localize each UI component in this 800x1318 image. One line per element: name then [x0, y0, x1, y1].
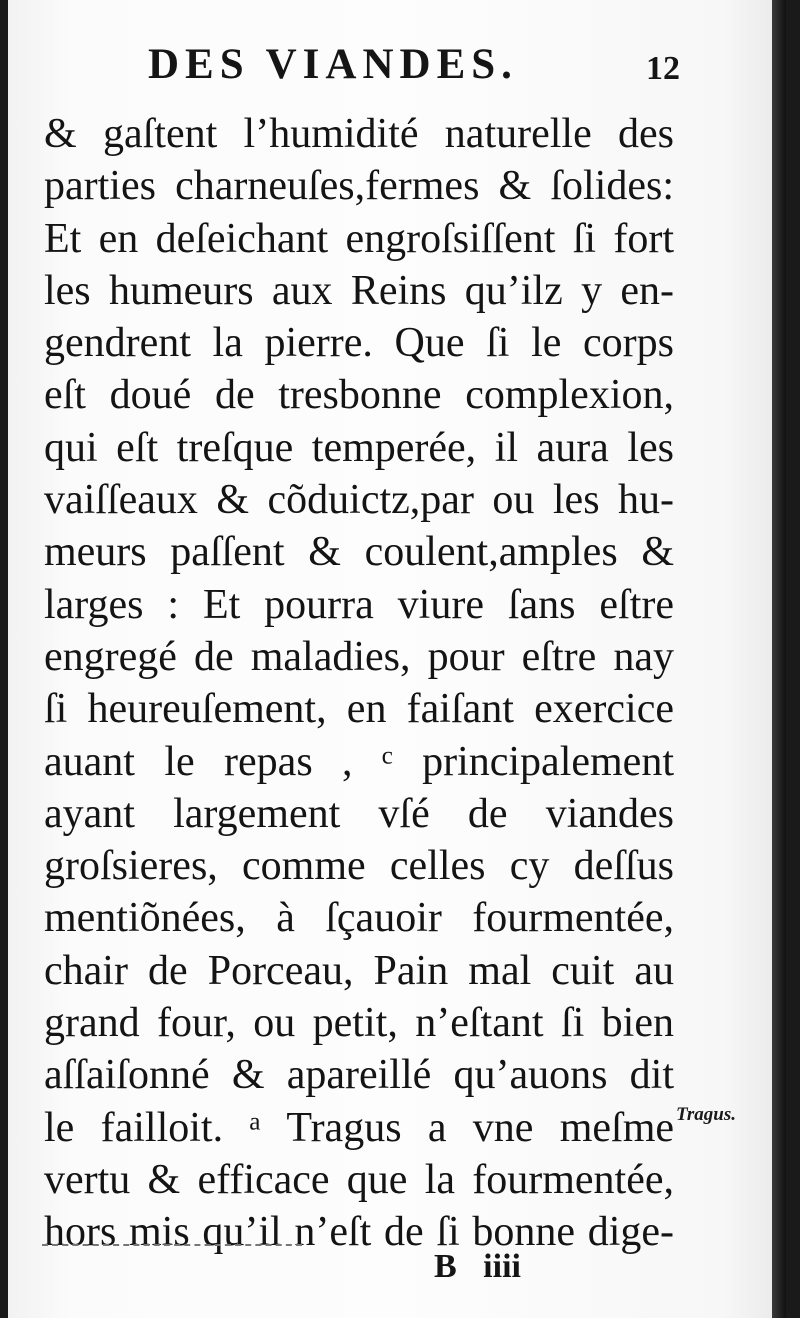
text-line: hors mis qu’il n’eſt de ſi bonne dige-: [44, 1209, 674, 1256]
text-line: le failloit. ᵃ Tragus a vne meſme: [44, 1104, 674, 1151]
book-page: [8, 0, 786, 1318]
text-line: meurs paſſent & coulent,amples &: [44, 529, 674, 576]
text-line: ſi heureuſement, en faiſant exercice: [44, 686, 674, 733]
text-line: chair de Porceau, Pain mal cuit au: [44, 947, 674, 994]
text-line: aſſaiſonné & apareillé qu’auons dit: [44, 1052, 674, 1099]
text-line: gendrent la pierre. Que ſi le corps: [44, 320, 674, 367]
text-line: vertu & efficace que la fourmentée,: [44, 1156, 674, 1203]
text-line: & gaſtent l’humidité naturelle des: [44, 111, 674, 157]
text-line: les humeurs aux Reins qu’ilz y en-: [44, 267, 674, 314]
text-line: mentiõnées, à ſçauoir fourmentée,: [44, 895, 674, 942]
text-line: engregé de maladies, pour eſtre nay: [44, 633, 674, 680]
text-line: grand four, ou petit, n’eſtant ſi bien: [44, 1000, 674, 1047]
text-line: qui eſt treſque temperée, il aura les: [44, 424, 674, 471]
marginal-note: Tragus.: [676, 1104, 737, 1125]
page-edge-shadow: [772, 0, 786, 1318]
text-line: groſsieres, comme celles cy deſſus: [44, 843, 674, 890]
text-line: eſt doué de tresbonne complexion,: [44, 372, 674, 419]
page-number: 12: [646, 50, 680, 87]
running-title: DES VIANDES.: [148, 41, 518, 88]
text-line: parties charneuſes,fermes & ſolides:: [44, 163, 674, 210]
text-line: larges : Et pourra viure ſans eſtre: [44, 581, 674, 628]
text-line: ayant largement vſé de viandes: [44, 790, 674, 837]
footer-rule: [42, 1244, 302, 1246]
text-line: vaiſſeaux & cõduictz,par ou les hu-: [44, 477, 674, 524]
text-line: Et en deſeichant engroſsiſſent ſi fort: [44, 215, 674, 262]
body-text: [44, 108, 674, 1259]
text-line: auant le repas , ᶜ principalement: [44, 738, 674, 785]
signature-mark: B iiii: [434, 1248, 521, 1285]
